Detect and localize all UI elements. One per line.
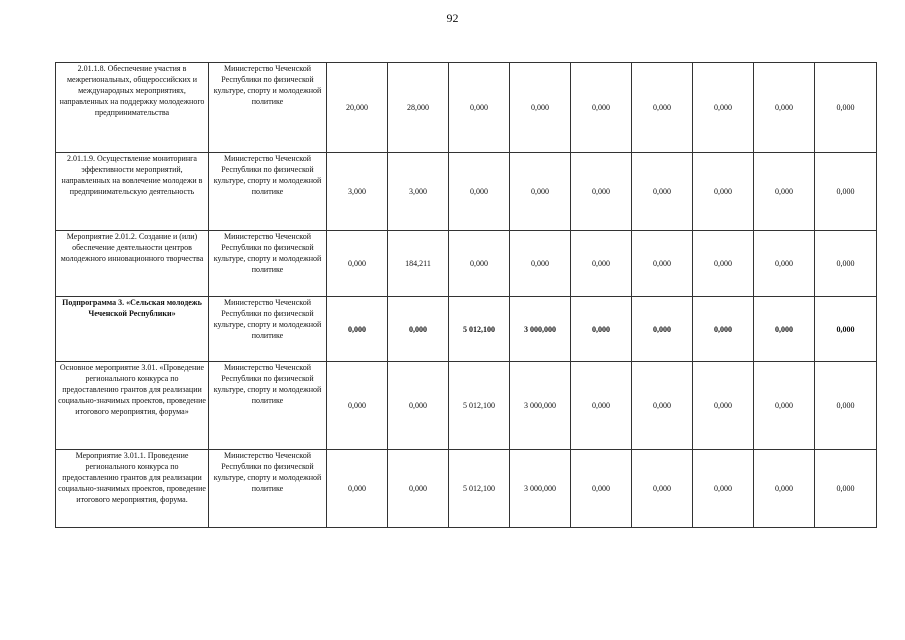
- row-name-cell: 2.01.1.8. Обеспечение участия в межрегиональных, общероссийских и международных мероприятиях, направленных на поддержку молодежного предпринимательства: [56, 63, 209, 153]
- value-cell: 5 012,100: [449, 297, 510, 362]
- value-cell: 0,000: [693, 231, 754, 297]
- table-row: [56, 231, 877, 297]
- table-row: [56, 362, 877, 450]
- row-name-cell: Подпрограмма 3. «Сельская молодежь Чеченской Республики»: [56, 297, 209, 362]
- row-org-cell: Министерство Чеченской Республики по физической культуре, спорту и молодежной политике: [209, 450, 327, 528]
- row-name-cell: Основное мероприятие 3.01. «Проведение регионального конкурса по предоставлению грантов для реализации социально-значимых проектов, проведение итогового мероприятия, форума»: [56, 362, 209, 450]
- value-cell: 0,000: [754, 450, 815, 528]
- value-cell: 0,000: [327, 362, 388, 450]
- value-cell: 0,000: [693, 450, 754, 528]
- value-cell: 0,000: [632, 297, 693, 362]
- table-row: [56, 297, 877, 362]
- value-cell: 0,000: [571, 362, 632, 450]
- value-cell: 0,000: [510, 63, 571, 153]
- value-cell: 20,000: [327, 63, 388, 153]
- row-org-cell: Министерство Чеченской Республики по физической культуре, спорту и молодежной политике: [209, 297, 327, 362]
- value-cell: 0,000: [693, 362, 754, 450]
- value-cell: 28,000: [388, 63, 449, 153]
- value-cell: 0,000: [754, 362, 815, 450]
- value-cell: 0,000: [449, 63, 510, 153]
- value-cell: 0,000: [754, 231, 815, 297]
- value-cell: 0,000: [815, 231, 877, 297]
- row-org-cell: Министерство Чеченской Республики по физической культуре, спорту и молодежной политике: [209, 362, 327, 450]
- budget-table: [55, 62, 877, 528]
- row-name-cell: 2.01.1.9. Осуществление мониторинга эффективности мероприятий, направленных на вовлечение молодежи в предпринимательскую деятельность: [56, 153, 209, 231]
- value-cell: 0,000: [632, 450, 693, 528]
- value-cell: 0,000: [571, 231, 632, 297]
- value-cell: 0,000: [388, 362, 449, 450]
- value-cell: 0,000: [632, 63, 693, 153]
- row-org-cell: Министерство Чеченской Республики по физической культуре, спорту и молодежной политике: [209, 153, 327, 231]
- value-cell: 0,000: [754, 63, 815, 153]
- value-cell: 0,000: [571, 450, 632, 528]
- value-cell: 0,000: [388, 450, 449, 528]
- value-cell: 3,000: [388, 153, 449, 231]
- value-cell: 0,000: [815, 63, 877, 153]
- value-cell: 5 012,100: [449, 362, 510, 450]
- value-cell: 0,000: [510, 231, 571, 297]
- row-name-cell: Мероприятие 3.01.1. Проведение регионального конкурса по предоставлению грантов для реализации социально-значимых проектов, проведение итогового мероприятия, форума.: [56, 450, 209, 528]
- value-cell: 3 000,000: [510, 297, 571, 362]
- value-cell: 0,000: [632, 362, 693, 450]
- value-cell: 0,000: [693, 297, 754, 362]
- value-cell: 0,000: [388, 297, 449, 362]
- page-number: 92: [446, 11, 459, 25]
- value-cell: 0,000: [510, 153, 571, 231]
- value-cell: 0,000: [571, 297, 632, 362]
- table-row: [56, 450, 877, 528]
- table-row: [56, 153, 877, 231]
- value-cell: 0,000: [754, 297, 815, 362]
- value-cell: 0,000: [754, 153, 815, 231]
- value-cell: 0,000: [571, 153, 632, 231]
- value-cell: 0,000: [327, 450, 388, 528]
- value-cell: 0,000: [449, 153, 510, 231]
- value-cell: 0,000: [327, 297, 388, 362]
- value-cell: 0,000: [693, 153, 754, 231]
- value-cell: 0,000: [327, 231, 388, 297]
- value-cell: 0,000: [815, 450, 877, 528]
- value-cell: 0,000: [571, 63, 632, 153]
- value-cell: 0,000: [815, 297, 877, 362]
- value-cell: 5 012,100: [449, 450, 510, 528]
- value-cell: 3 000,000: [510, 450, 571, 528]
- row-org-cell: Министерство Чеченской Республики по физической культуре, спорту и молодежной политике: [209, 231, 327, 297]
- row-name-cell: Мероприятие 2.01.2. Создание и (или) обеспечение деятельности центров молодежного инновационного творчества: [56, 231, 209, 297]
- value-cell: 184,211: [388, 231, 449, 297]
- value-cell: 3 000,000: [510, 362, 571, 450]
- value-cell: 0,000: [632, 153, 693, 231]
- row-org-cell: Министерство Чеченской Республики по физической культуре, спорту и молодежной политике: [209, 63, 327, 153]
- value-cell: 0,000: [815, 362, 877, 450]
- value-cell: 0,000: [815, 153, 877, 231]
- value-cell: 0,000: [449, 231, 510, 297]
- value-cell: 0,000: [632, 231, 693, 297]
- value-cell: 0,000: [693, 63, 754, 153]
- value-cell: 3,000: [327, 153, 388, 231]
- table-row: [56, 63, 877, 153]
